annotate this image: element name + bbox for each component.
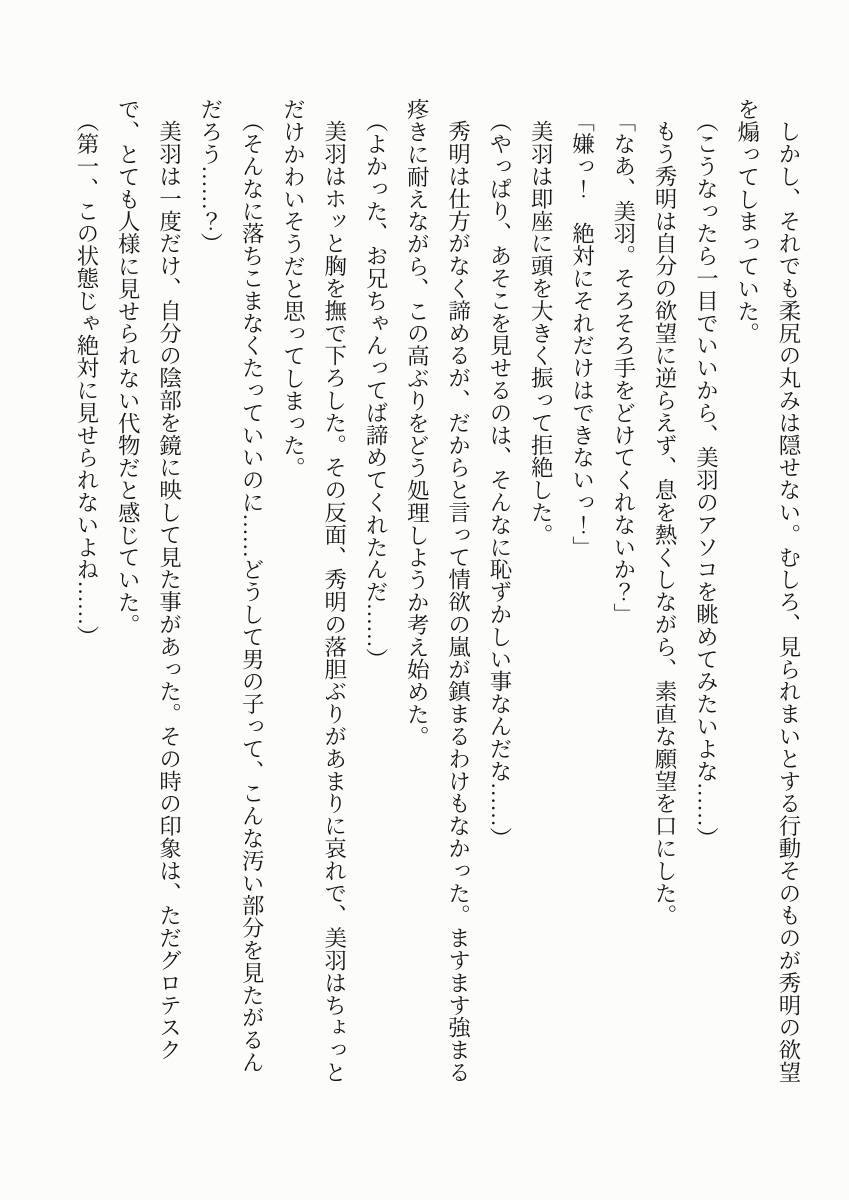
vertical-text-block <box>66 98 809 1084</box>
paragraph: 美羽はホッと胸を撫で下ろした。その反面、秀明の落胆ぶりがあまりに哀れで、美羽はちょっとだけかわいそうだと思ってしまった。 <box>280 98 347 1084</box>
paragraph: 美羽は一度だけ、自分の陰部を鏡に映して見た事があった。その時の印象は、ただグロテスクで、とても人様に見せられない代物だと感じていた。 <box>115 98 182 1062</box>
paragraph: しかし、それでも柔尻の丸みは隠せない。むしろ、見られまいとする行動そのものが秀明の欲望を煽ってしまっていた。 <box>734 98 801 1084</box>
paragraph: もう秀明は自分の欲望に逆らえず、息を熱くしながら、素直な願望を口にした。 <box>652 120 678 927</box>
paragraph: （第一、この状態じゃ絶対に見せられないよね……） <box>73 110 99 648</box>
paragraph: 「なあ、美羽。そろそろ手をどけてくれないか？」 <box>610 110 636 626</box>
paragraph: 美羽は即座に頭を大きく振って拒絶した。 <box>528 120 554 546</box>
paragraph: （そんなに落ちこまなくたっていいのに……どうして男の子って、こんな汚い部分を見たがるんだろう……？） <box>197 98 265 1074</box>
paragraph: （こうなったら一目でいいから、美羽のアソコを眺めてみたいよな……） <box>693 110 719 850</box>
paragraph: 秀明は仕方がなく諦めるが、だからと言って情欲の嵐が鎮まるわけもなかった。ますます強まる疼きに耐えながら、この高ぶりをどう処理しようか考え始めた。 <box>404 98 471 1084</box>
paragraph: 「嫌っ！ 絶対にそれだけはできないっ！」 <box>569 110 595 559</box>
paragraph: （よかった、お兄ちゃんってば諦めてくれたんだ……） <box>363 110 389 671</box>
paragraph: （やっぱり、あそこを見せるのは、そんなに恥ずかしい事なんだな……） <box>486 110 512 850</box>
